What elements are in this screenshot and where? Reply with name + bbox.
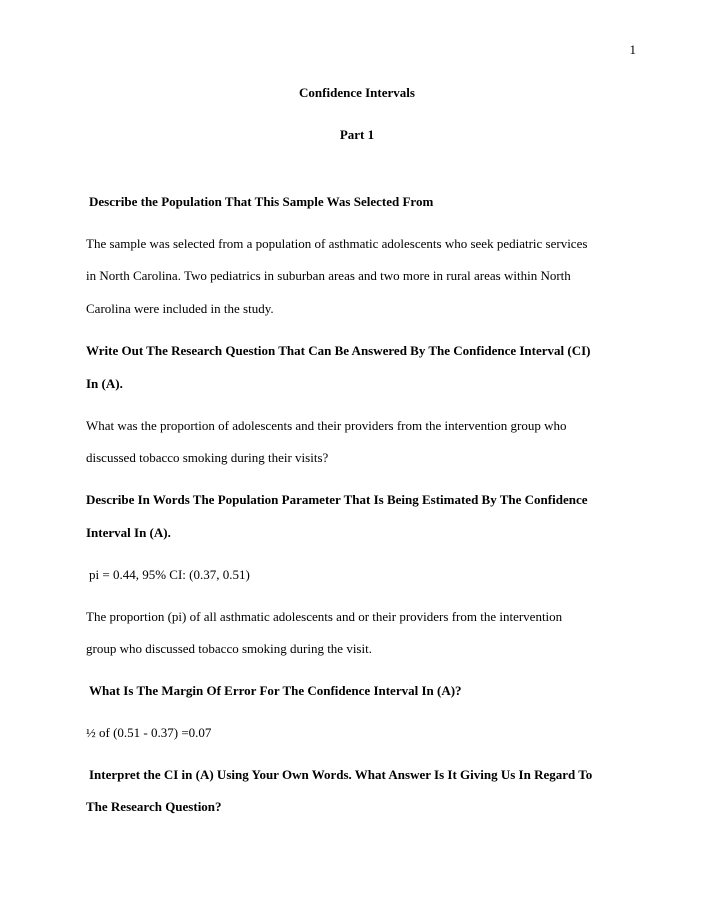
- section-heading: Interpret the CI in (A) Using Your Own Words. What Answer Is It Giving Us In Regard To: [89, 767, 593, 782]
- ci-result-line: pi = 0.44, 95% CI: (0.37, 0.51): [89, 567, 250, 582]
- paragraph-line: Carolina were included in the study.: [86, 301, 274, 316]
- section-heading: Describe the Population That This Sample Was Selected From: [89, 194, 434, 209]
- section-heading: Write Out The Research Question That Can Be Answered By The Confidence Interval (CI): [86, 343, 591, 358]
- section-heading-continued: The Research Question?: [86, 799, 222, 814]
- document-title: Confidence Intervals: [299, 85, 415, 100]
- paragraph-line: discussed tobacco smoking during their visits?: [86, 450, 329, 465]
- paragraph-line: What was the proportion of adolescents and their providers from the intervention group who: [86, 418, 567, 433]
- paragraph-line: The proportion (pi) of all asthmatic adolescents and or their providers from the intervention: [86, 609, 563, 624]
- margin-of-error-line: ½ of (0.51 - 0.37) =0.07: [86, 725, 212, 740]
- paragraph-line: in North Carolina. Two pediatrics in suburban areas and two more in rural areas within North: [86, 268, 571, 283]
- paragraph-line: group who discussed tobacco smoking during the visit.: [86, 641, 372, 656]
- paragraph-line: The sample was selected from a population of asthmatic adolescents who seek pediatric services: [86, 236, 588, 251]
- section-heading: Describe In Words The Population Parameter That Is Being Estimated By The Confidence: [86, 492, 588, 507]
- section-heading: What Is The Margin Of Error For The Confidence Interval In (A)?: [89, 683, 462, 698]
- page-number: 1: [629, 42, 636, 57]
- section-heading-continued: In (A).: [86, 376, 123, 391]
- document-subtitle: Part 1: [339, 127, 375, 142]
- section-heading-continued: Interval In (A).: [86, 525, 171, 540]
